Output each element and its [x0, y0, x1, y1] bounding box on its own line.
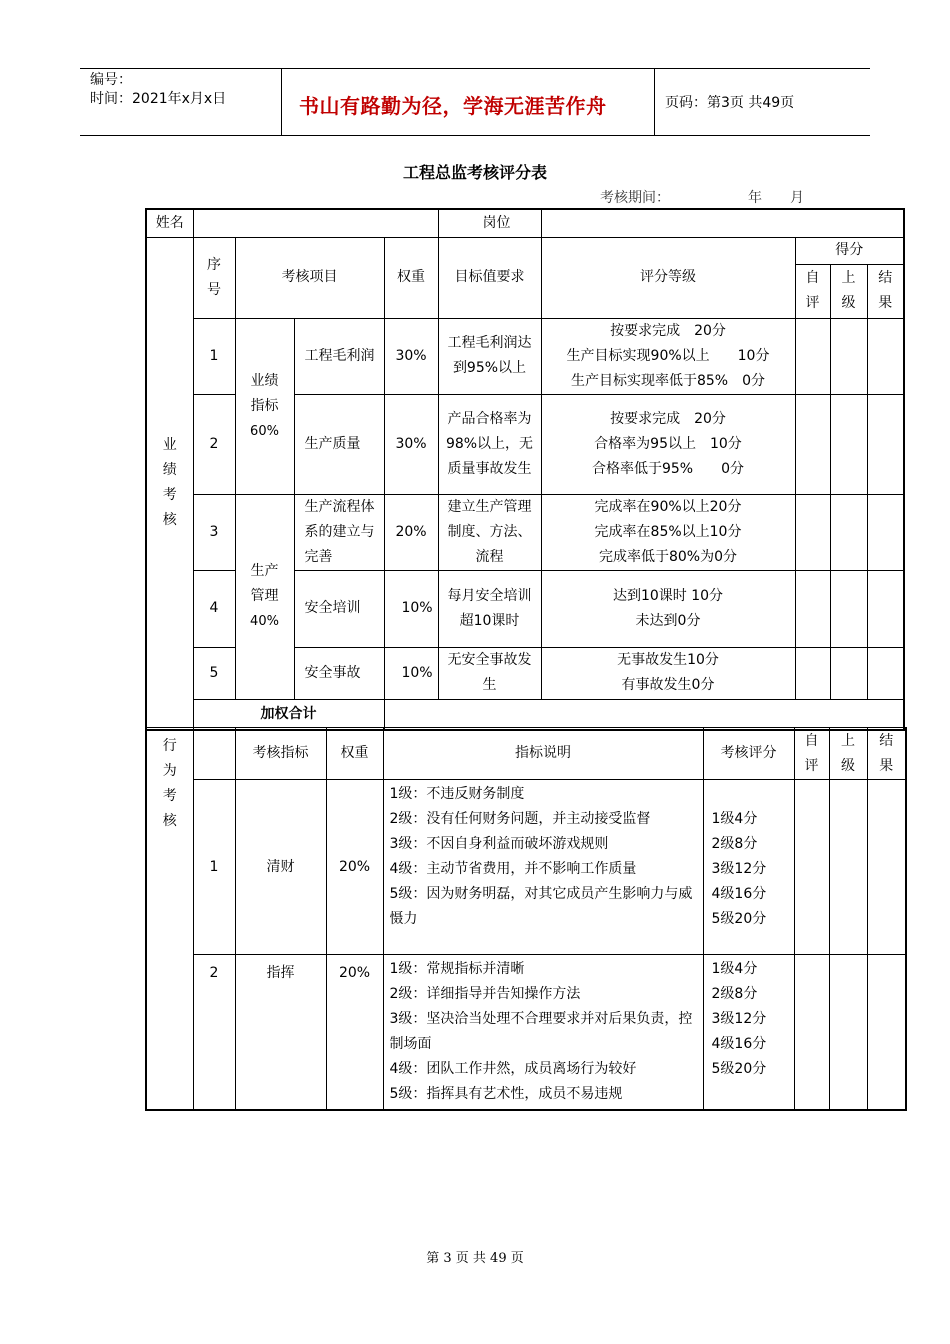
- behavior-desc-1-line-3: 3级：不因自身利益而破坏游戏规则: [389, 836, 609, 852]
- perf-target-4: 每月安全培训超10课时: [438, 570, 541, 647]
- perf-header-row: [146, 237, 904, 264]
- behavior-desc-2-line-5: 5级：指挥具有艺术性，成员不易违规: [389, 1086, 623, 1102]
- behavior-header-desc: 指标说明: [383, 728, 703, 780]
- perf-grade-3-line-1: 完成率在90%以上20分: [594, 498, 742, 515]
- perf-self-2[interactable]: [795, 394, 830, 494]
- perf-section-label: 业绩考核: [146, 237, 193, 730]
- perf-item-1: 工程毛利润: [294, 318, 384, 394]
- period-year: 年: [748, 190, 762, 206]
- behavior-level-1-3: 3级12分: [711, 861, 767, 877]
- perf-grade-3: [541, 494, 795, 570]
- behavior-seq-1: 1: [193, 780, 235, 955]
- behavior-level-2-3: 3级12分: [711, 1011, 767, 1027]
- perf-grade-3-line-3: 完成率低于80%为0分: [598, 548, 738, 565]
- behavior-result-1[interactable]: [867, 780, 906, 955]
- perf-self-1[interactable]: [795, 318, 830, 394]
- perf-header-self: 自评: [795, 264, 830, 318]
- perf-grade-1-line-1: 按要求完成 20分: [610, 322, 726, 339]
- name-label: 姓名: [146, 209, 193, 237]
- behavior-level-1-2: 2级8分: [711, 836, 758, 852]
- perf-result-4[interactable]: [867, 570, 904, 647]
- doc-time-label: 时间：2021年x月x日: [90, 91, 227, 107]
- perf-superior-2[interactable]: [830, 394, 867, 494]
- behavior-self-2[interactable]: [794, 955, 829, 1111]
- perf-grade-2-line-3: 合格率低于95% 0分: [591, 460, 745, 477]
- perf-item-5: 安全事故: [294, 647, 384, 699]
- perf-header-seq: 序号: [193, 237, 235, 318]
- behavior-table: [145, 727, 907, 1111]
- behavior-section-label: 行为考核: [146, 728, 193, 1111]
- header-bottom-rule: [80, 135, 870, 136]
- perf-weight-5: 10%: [384, 647, 438, 699]
- perf-grade-5-line-1: 无事故发生10分: [617, 652, 719, 668]
- perf-header-weight: 权重: [384, 237, 438, 318]
- behavior-desc-2-line-1: 1级：常规指标并清晰: [389, 961, 525, 977]
- performance-table: [145, 208, 905, 731]
- behavior-levels-2: [703, 955, 794, 1111]
- behavior-desc-1: [383, 780, 703, 955]
- perf-self-3[interactable]: [795, 494, 830, 570]
- perf-grade-1-line-3: 生产目标实现率低于85% 0分: [570, 372, 766, 389]
- perf-grade-4-line-2: 未达到0分: [635, 612, 701, 629]
- perf-group-1: [235, 318, 294, 494]
- perf-header-result: 结果: [867, 264, 904, 318]
- perf-seq-4: 4: [193, 570, 235, 647]
- header-top-rule: [80, 68, 870, 69]
- behavior-weight-2: 20%: [326, 955, 383, 1111]
- behavior-row-1: [146, 780, 906, 955]
- post-field[interactable]: [541, 209, 904, 237]
- perf-weight-4: 10%: [384, 570, 438, 647]
- period-label: 考核期间：: [600, 190, 670, 206]
- perf-header-superior: 上级: [830, 264, 867, 318]
- behavior-header-row: [146, 728, 906, 780]
- behavior-seq-2: 2: [193, 955, 235, 1111]
- behavior-level-2-5: 5级20分: [711, 1061, 767, 1077]
- perf-grade-1-line-2: 生产目标实现90%以上 10分: [566, 347, 770, 364]
- perf-result-5[interactable]: [867, 647, 904, 699]
- post-label: 岗位: [438, 209, 541, 237]
- behavior-indicator-2: 指挥: [235, 955, 326, 1111]
- behavior-desc-2-line-2: 2级：详细指导并告知操作方法: [389, 986, 581, 1002]
- behavior-header-superior: 上级: [829, 728, 867, 780]
- page-info: 页码：第3页 共49页: [665, 95, 795, 111]
- page-footer: 第 3 页 共 49 页: [426, 1251, 524, 1266]
- perf-grade-2-line-1: 按要求完成 20分: [610, 410, 726, 427]
- perf-group-2-label: 生产管理: [250, 563, 279, 604]
- perf-grade-5: [541, 647, 795, 699]
- behavior-level-1-1: 1级4分: [711, 811, 758, 827]
- perf-item-3: 生产流程体系的建立与完善: [294, 494, 384, 570]
- perf-header-item: 考核项目: [235, 237, 384, 318]
- perf-grade-3-line-2: 完成率在85%以上10分: [594, 523, 742, 540]
- perf-group-2-pct: 40%: [250, 614, 279, 629]
- behavior-desc-2: [383, 955, 703, 1111]
- page-title: 工程总监考核评分表: [402, 163, 547, 182]
- perf-grade-4-line-1: 达到10课时 10分: [612, 587, 724, 604]
- behavior-indicator-1: 清财: [235, 780, 326, 955]
- behavior-header-result: 结果: [867, 728, 906, 780]
- perf-seq-2: 2: [193, 394, 235, 494]
- behavior-desc-1-line-1: 1级：不违反财务制度: [389, 786, 525, 802]
- perf-total-row: [146, 699, 904, 730]
- perf-result-3[interactable]: [867, 494, 904, 570]
- behavior-level-2-1: 1级4分: [711, 961, 758, 977]
- perf-weight-2: 30%: [384, 394, 438, 494]
- perf-self-4[interactable]: [795, 570, 830, 647]
- info-row: [146, 209, 904, 237]
- behavior-level-2-4: 4级16分: [711, 1036, 767, 1052]
- perf-result-1[interactable]: [867, 318, 904, 394]
- perf-superior-5[interactable]: [830, 647, 867, 699]
- behavior-superior-1[interactable]: [829, 780, 867, 955]
- header-divider-right: [654, 69, 655, 136]
- behavior-level-2-2: 2级8分: [711, 986, 758, 1002]
- behavior-desc-1-line-2: 2级：没有任何财务问题，并主动接受监督: [389, 811, 651, 827]
- behavior-desc-2-line-4: 4级：团队工作井然，成员离场行为较好: [389, 1061, 637, 1077]
- perf-seq-5: 5: [193, 647, 235, 699]
- perf-total-label: 加权合计: [193, 699, 384, 730]
- behavior-levels-1: [703, 780, 794, 955]
- perf-weight-3: 20%: [384, 494, 438, 570]
- doc-code-label: 编号：: [90, 72, 132, 88]
- behavior-header-score: 考核评分: [703, 728, 794, 780]
- perf-superior-4[interactable]: [830, 570, 867, 647]
- behavior-header-indicator: 考核指标: [235, 728, 326, 780]
- perf-weight-1: 30%: [384, 318, 438, 394]
- perf-target-5: 无安全事故发生: [438, 647, 541, 699]
- perf-total-value[interactable]: [384, 699, 904, 730]
- perf-superior-3[interactable]: [830, 494, 867, 570]
- perf-item-4: 安全培训: [294, 570, 384, 647]
- perf-seq-1: 1: [193, 318, 235, 394]
- perf-header-target: 目标值要求: [438, 237, 541, 318]
- perf-group-1-pct: 60%: [250, 423, 279, 439]
- header-motto: 书山有路勤为径，学海无涯苦作舟: [299, 94, 607, 118]
- behavior-desc-2-line-3: 3级：坚决洽当处理不合理要求并对后果负责，控制场面: [389, 1011, 693, 1052]
- behavior-row-2: [146, 955, 906, 1111]
- behavior-desc-1-line-5: 5级：因为财务明磊，对其它成员产生影响力与威慑力: [389, 886, 693, 927]
- perf-group-1-label: 业绩指标: [250, 372, 279, 414]
- period-month: 月: [790, 190, 804, 206]
- perf-self-5[interactable]: [795, 647, 830, 699]
- header-divider-left: [281, 69, 282, 136]
- name-field[interactable]: [193, 209, 438, 237]
- behavior-level-1-5: 5级20分: [711, 911, 767, 927]
- perf-header-grade: 评分等级: [541, 237, 795, 318]
- perf-grade-2-line-2: 合格率为95以上 10分: [594, 435, 742, 452]
- behavior-result-2[interactable]: [867, 955, 906, 1111]
- behavior-header-seq: [193, 728, 235, 780]
- perf-superior-1[interactable]: [830, 318, 867, 394]
- perf-grade-4: [541, 570, 795, 647]
- perf-grade-1: [541, 318, 795, 394]
- behavior-superior-2[interactable]: [829, 955, 867, 1111]
- behavior-desc-1-line-4: 4级：主动节省费用，并不影响工作质量: [389, 861, 637, 877]
- perf-target-2: 产品合格率为98%以上，无质量事故发生: [438, 394, 541, 494]
- behavior-weight-1: 20%: [326, 780, 383, 955]
- perf-target-1: 工程毛利润达到95%以上: [438, 318, 541, 394]
- behavior-level-1-4: 4级16分: [711, 886, 767, 902]
- perf-row-1: [146, 318, 904, 394]
- perf-header-score: 得分: [795, 237, 904, 264]
- perf-group-2: [235, 494, 294, 699]
- behavior-self-1[interactable]: [794, 780, 829, 955]
- perf-item-2: 生产质量: [294, 394, 384, 494]
- perf-seq-3: 3: [193, 494, 235, 570]
- perf-target-3: 建立生产管理制度、方法、流程: [438, 494, 541, 570]
- perf-grade-5-line-2: 有事故发生0分: [621, 677, 715, 693]
- perf-row-3: [146, 494, 904, 570]
- perf-result-2[interactable]: [867, 394, 904, 494]
- behavior-header-weight: 权重: [326, 728, 383, 780]
- behavior-header-self: 自评: [794, 728, 829, 780]
- perf-grade-2: [541, 394, 795, 494]
